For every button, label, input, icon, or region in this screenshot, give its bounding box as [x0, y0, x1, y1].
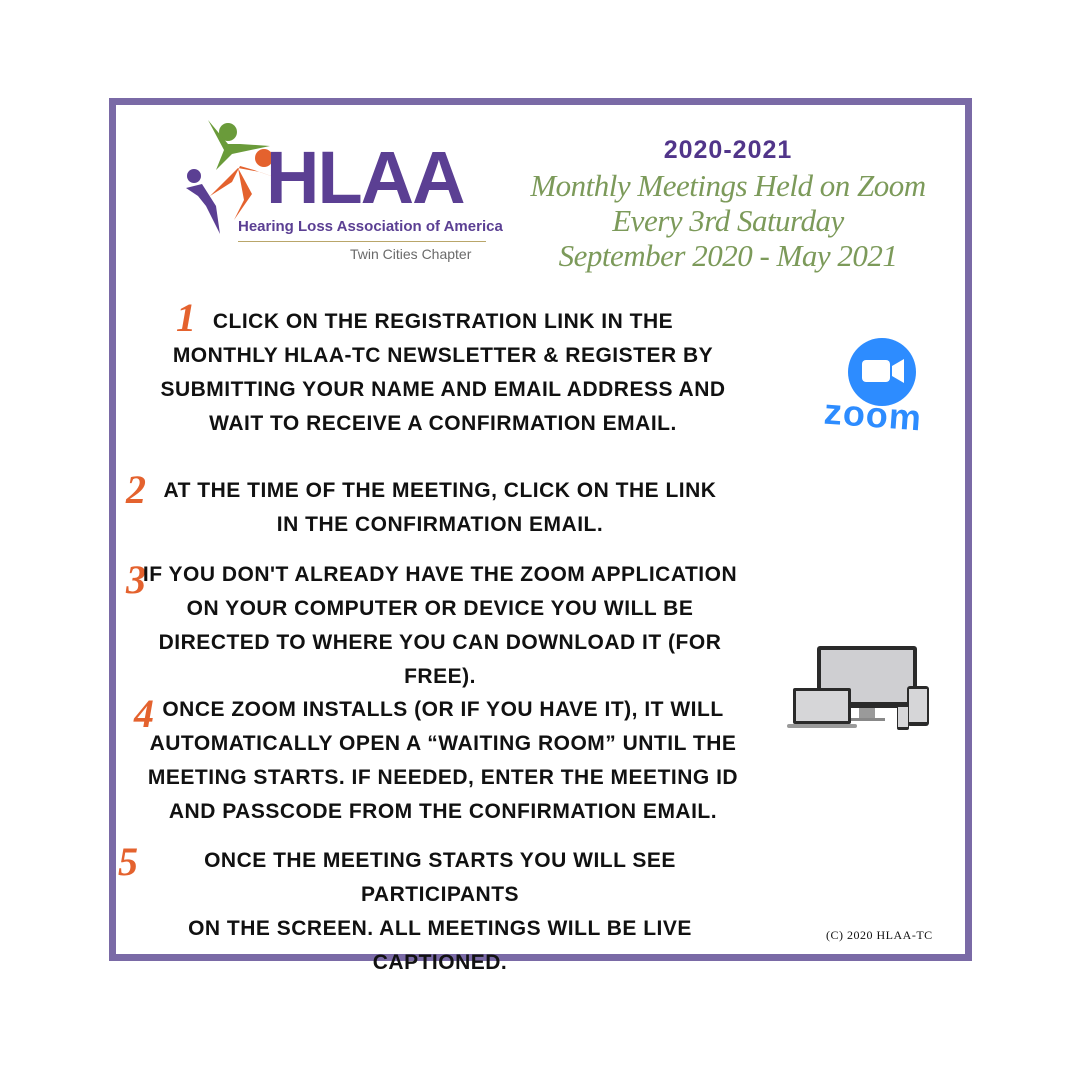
step-3-number: 3 [126, 557, 146, 602]
logo-org-name: Hearing Loss Association of America [238, 218, 503, 235]
header-line-1: Monthly Meetings Held on Zoom [530, 168, 926, 203]
step-4-text: ONCE ZOOM INSTALLS (OR IF YOU HAVE IT), IT WILL AUTOMATICALLY OPEN A “WAITING ROOM” UNTIL THE MEETING STARTS. IF NEEDED, ENTER THE MEETING ID AND PASSCODE FROM THE CONFIRMATION EMAIL. [147, 698, 739, 823]
step-1-number: 1 [176, 295, 196, 340]
zoom-logo [820, 334, 930, 444]
step-4-number: 4 [134, 691, 154, 736]
logo-chapter: Twin Cities Chapter [350, 246, 472, 262]
devices-icon [787, 644, 933, 732]
hlaa-logo [180, 110, 503, 270]
copyright: (C) 2020 HLAA-TC [826, 928, 933, 942]
step-5-number: 5 [118, 839, 138, 884]
logo-wordmark: HLAA [266, 136, 464, 219]
step-2-number: 2 [126, 467, 146, 512]
header-years: 2020-2021 [663, 136, 793, 164]
step-1-text: CLICK ON THE REGISTRATION LINK IN THE MONTHLY HLAA-TC NEWSLETTER & REGISTER BY SUBMITTING YOUR NAME AND EMAIL ADDRESS AND WAIT TO RECEIVE A CONFIRMATION EMAIL. [160, 310, 726, 435]
step-2-text: AT THE TIME OF THE MEETING, CLICK ON THE LINK IN THE CONFIRMATION EMAIL. [163, 479, 717, 536]
step-5-text: ONCE THE MEETING STARTS YOU WILL SEE PARTICIPANTS ON THE SCREEN. ALL MEETINGS WILL BE LIVE CAPTIONED. [188, 849, 692, 974]
step-3-text: IF YOU DON'T ALREADY HAVE THE ZOOM APPLICATION ON YOUR COMPUTER OR DEVICE YOU WILL BE DIRECTED TO WHERE YOU CAN DOWNLOAD IT (FOR FREE). [142, 563, 738, 688]
header-line-3: September 2020 - May 2021 [558, 238, 898, 273]
logo-divider [238, 241, 486, 242]
zoom-wordmark: zoom [822, 390, 924, 439]
header-line-2: Every 3rd Saturday [612, 203, 844, 238]
